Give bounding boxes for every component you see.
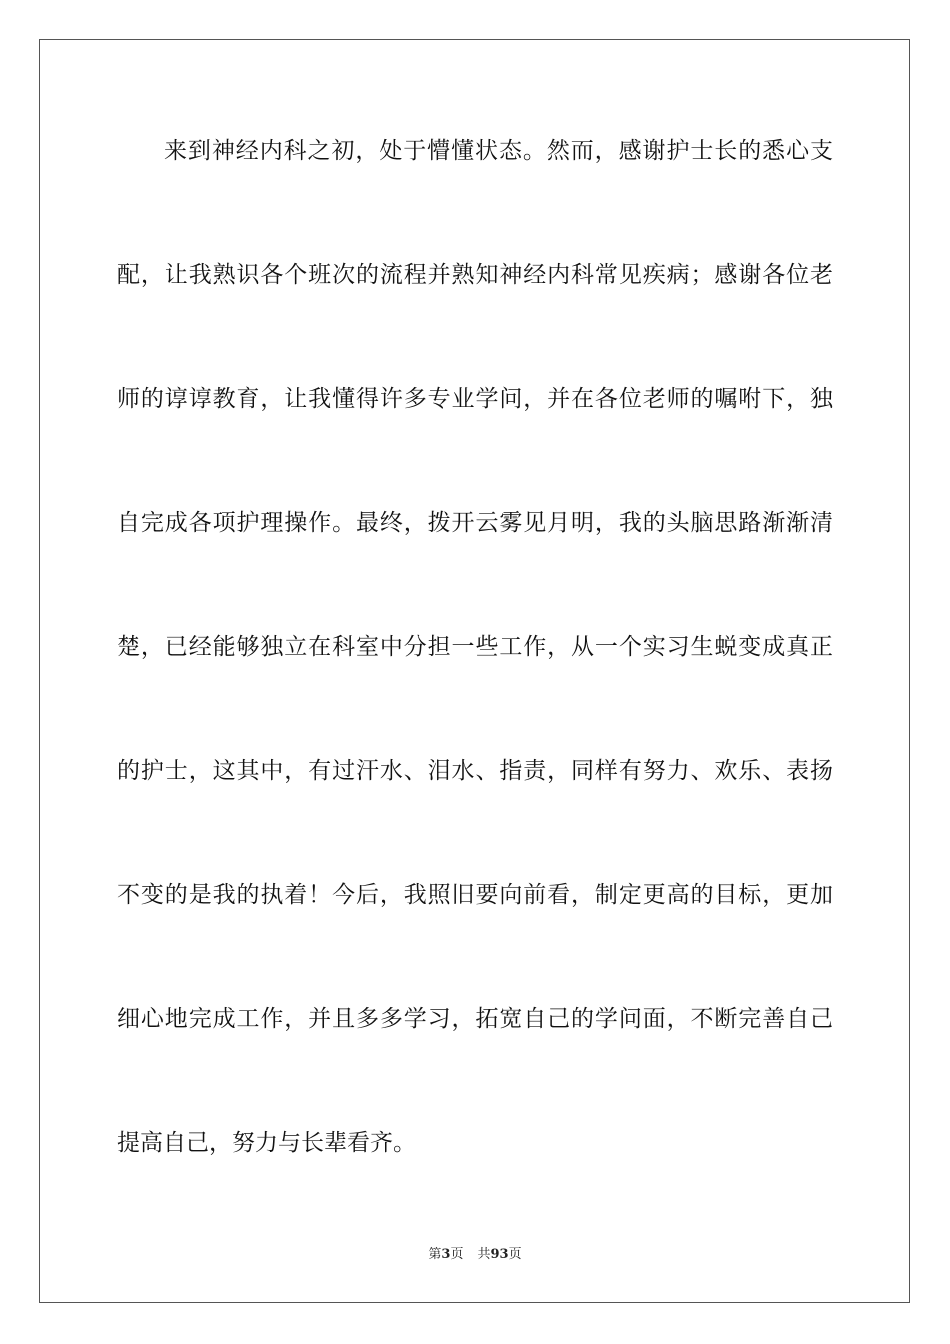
- paragraph-line: 楚，已经能够独立在科室中分担一些工作，从一个实习生蜕变成真正: [117, 634, 833, 660]
- total-pages: 93: [490, 1247, 509, 1262]
- page-number: 3: [441, 1247, 451, 1262]
- total-suffix: 页: [508, 1247, 522, 1262]
- paragraph-line: 提高自己，努力与长辈看齐。: [117, 1130, 416, 1156]
- total-prefix: 共: [477, 1247, 491, 1262]
- paragraph-line: 自完成各项护理操作。最终，拨开云雾见月明，我的头脑思路渐渐清: [117, 510, 833, 536]
- paragraph-line: 细心地完成工作，并且多多学习，拓宽自己的学问面，不断完善自己: [117, 1006, 833, 1032]
- paragraph-line: 不变的是我的执着！今后，我照旧要向前看，制定更高的目标，更加: [117, 882, 833, 908]
- paragraph-line: 的护士，这其中，有过汗水、泪水、指责，同样有努力、欢乐、表扬: [117, 758, 833, 784]
- page-border: [39, 39, 910, 1303]
- page-suffix: 页: [450, 1247, 464, 1262]
- paragraph-line: 来到神经内科之初，处于懵懂状态。然而，感谢护士长的悉心支: [164, 138, 833, 164]
- page-prefix: 第: [428, 1247, 442, 1262]
- page-footer: [0, 1246, 950, 1264]
- paragraph-line: 师的谆谆教育，让我懂得许多专业学问，并在各位老师的嘱咐下，独: [117, 386, 833, 412]
- paragraph-line: 配，让我熟识各个班次的流程并熟知神经内科常见疾病；感谢各位老: [117, 262, 833, 288]
